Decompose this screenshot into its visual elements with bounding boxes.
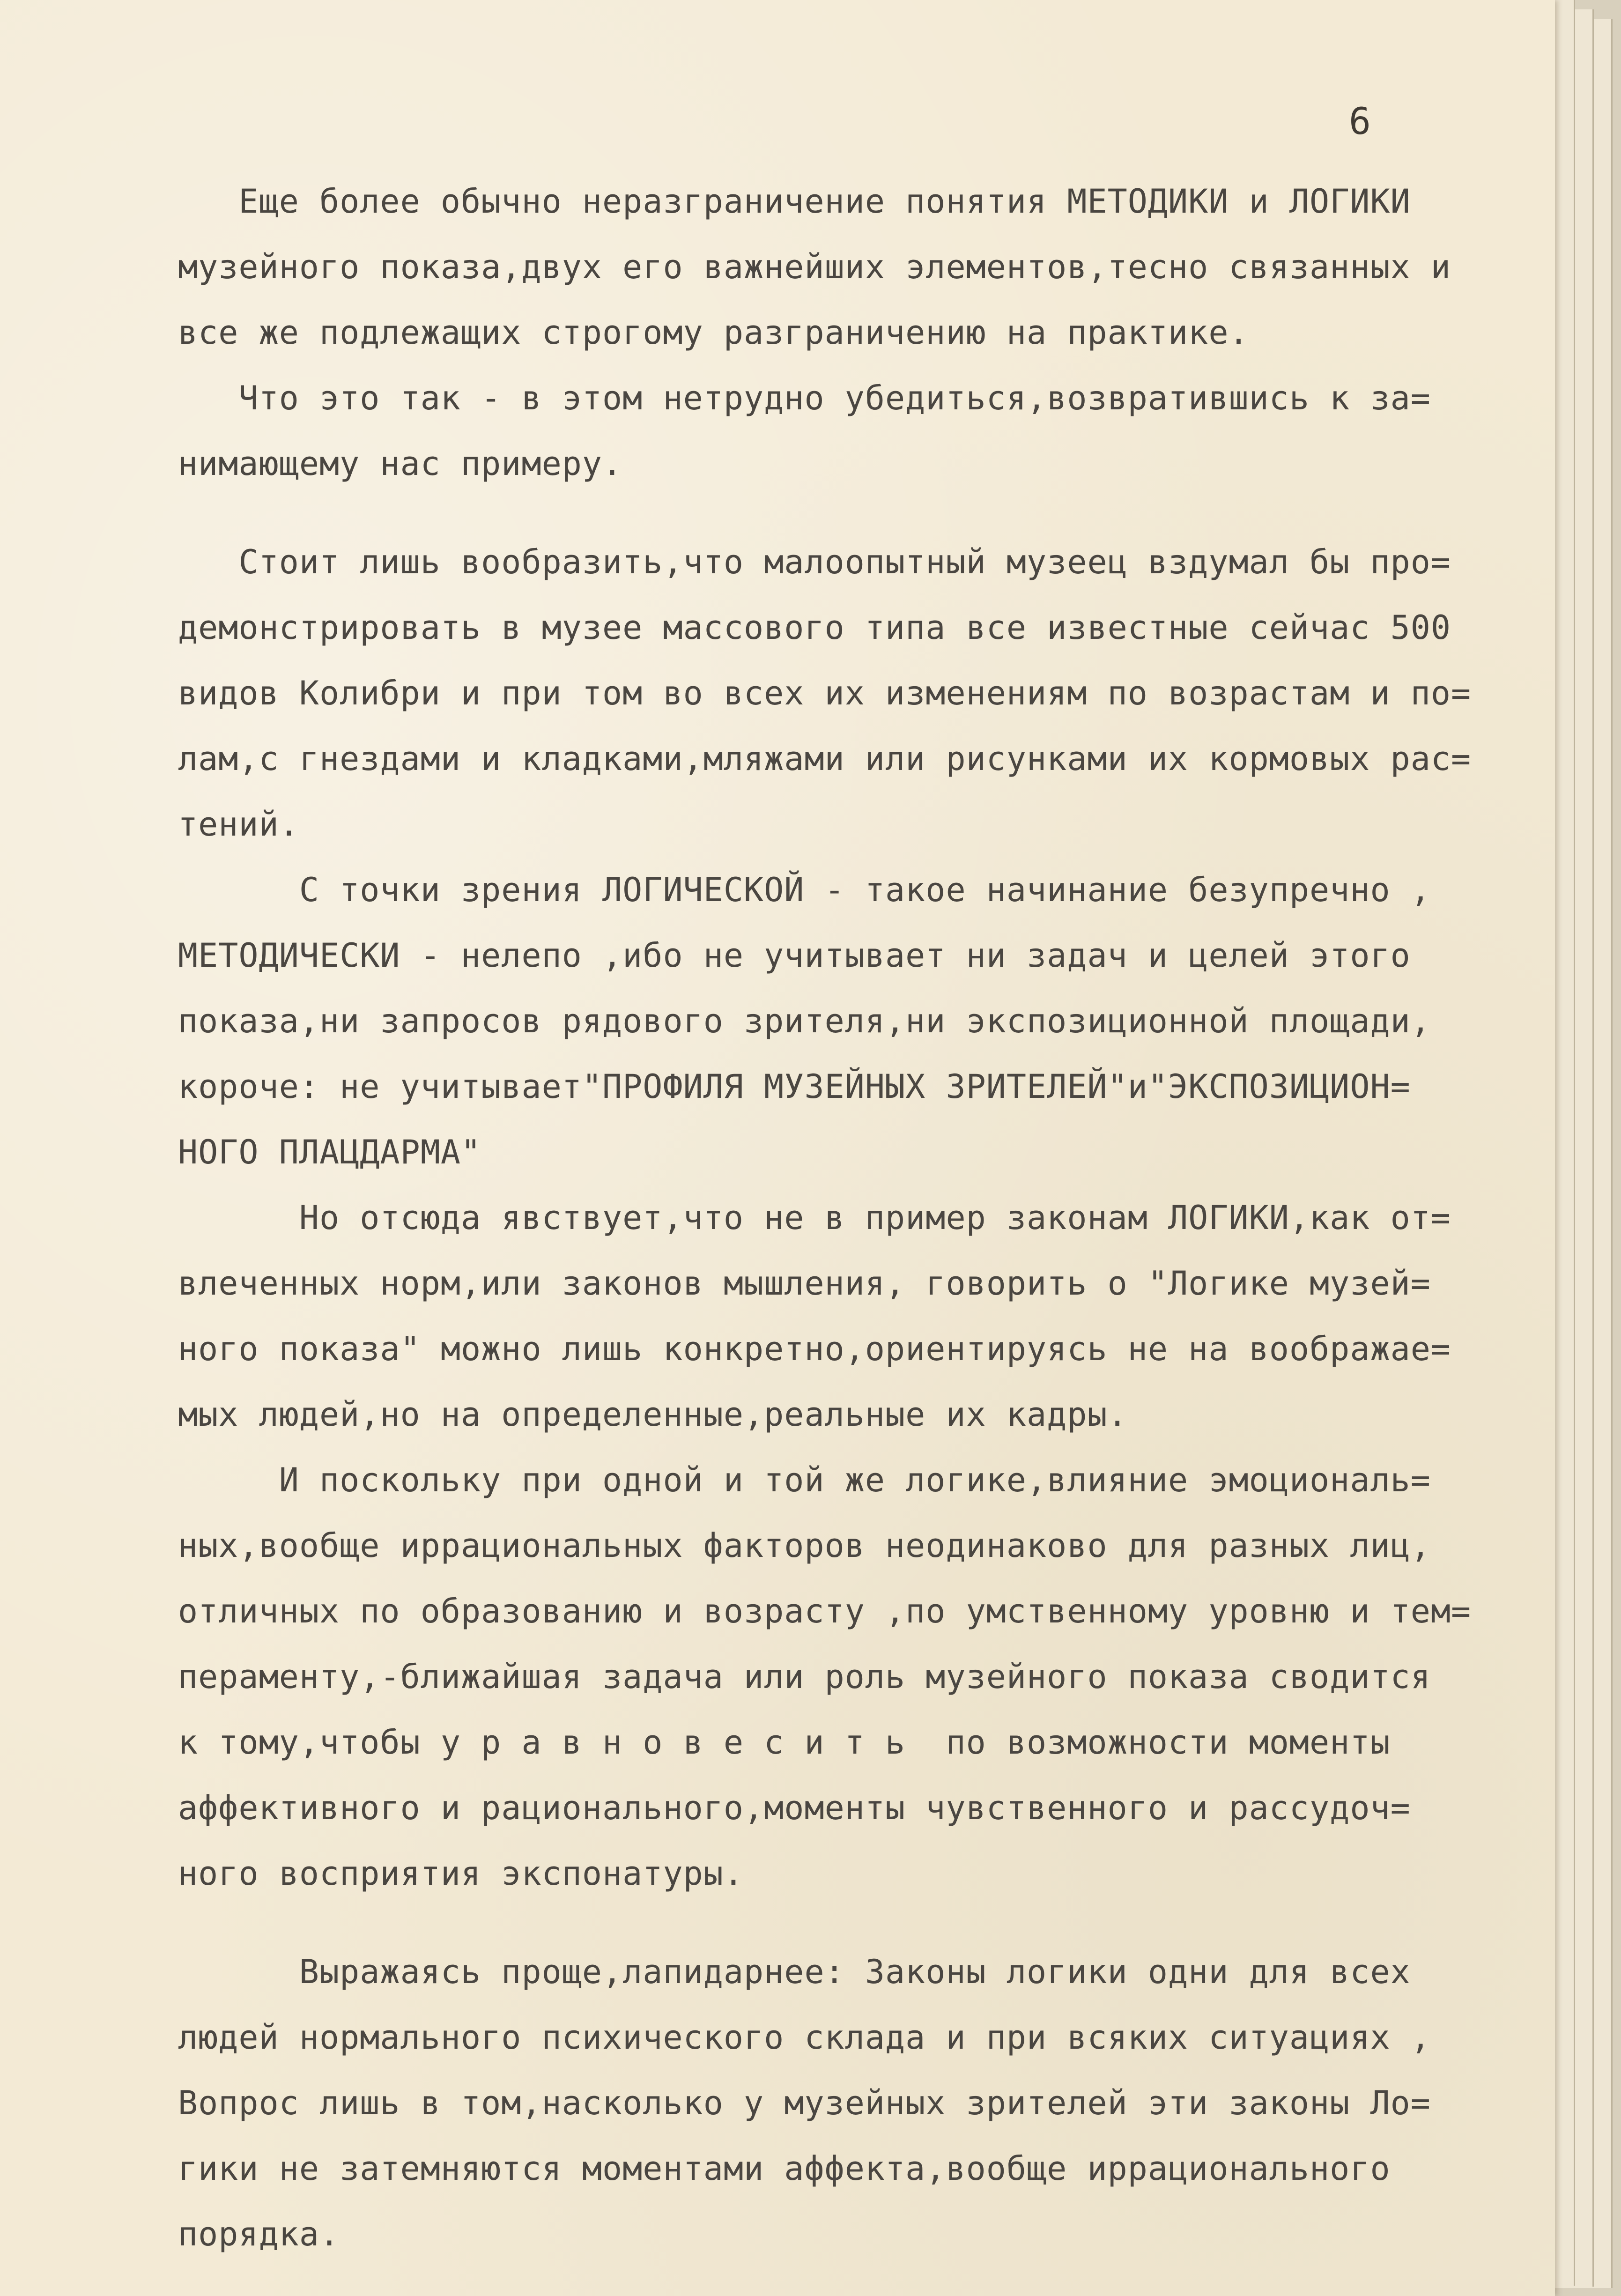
- text-line: все же подлежащих строгому разграничению на практике.: [178, 313, 1249, 352]
- text-line: МЕТОДИЧЕСКИ - нелепо ,ибо не учитывает ни задач и целей этого: [178, 936, 1411, 975]
- text-line: короче: не учитывает"ПРОФИЛЯ МУЗЕЙНЫХ ЗРИТЕЛЕЙ"и"ЭКСПОЗИЦИОН=: [178, 1067, 1411, 1106]
- text-line: Что это так - в этом нетрудно убедиться,возвратившись к за=: [178, 379, 1431, 417]
- paragraph-3: [178, 529, 1517, 857]
- text-line: НОГО ПЛАЦДАРМА": [178, 1133, 481, 1171]
- text-line: ного восприятия экспонатуры.: [178, 1854, 744, 1893]
- text-line: пераменту,-ближайшая задача или роль музейного показа сводится: [178, 1658, 1431, 1696]
- paragraph-gap: [178, 1906, 1517, 1939]
- paragraph-5: [178, 1185, 1517, 1447]
- text-line: Но отсюда явствует,что не в пример законам ЛОГИКИ,как от=: [178, 1199, 1451, 1237]
- text-line: мых людей,но на определенные,реальные их кадры.: [178, 1395, 1128, 1434]
- text-line: ного показа" можно лишь конкретно,ориентируясь не на воображае=: [178, 1330, 1451, 1368]
- text-line: Вопрос лишь в том,насколько у музейных зрителей эти законы Ло=: [178, 2084, 1431, 2122]
- text-line: отличных по образованию и возрасту ,по умственному уровню и тем=: [178, 1592, 1472, 1630]
- text-line: влеченных норм,или законов мышления, говорить о "Логике музей=: [178, 1264, 1431, 1303]
- text-line: к тому,чтобы у р а в н о в е с и т ь по возможности моменты: [178, 1723, 1391, 1762]
- text-line: людей нормального психического склада и при всяких ситуациях ,: [178, 2018, 1431, 2057]
- text-line: нимающему нас примеру.: [178, 444, 623, 483]
- text-line: музейного показа,двух его важнейших элементов,тесно связанных и: [178, 248, 1451, 286]
- text-line: Еще более обычно неразграничение понятия МЕТОДИКИ и ЛОГИКИ: [178, 182, 1411, 221]
- text-line: С точки зрения ЛОГИЧЕСКОЙ - такое начинание безупречно ,: [178, 871, 1431, 909]
- text-line: лам,с гнездами и кладками,мляжами или рисунками их кормовых рас=: [178, 740, 1472, 778]
- text-line: демонстрировать в музее массового типа все известные сейчас 500: [178, 608, 1451, 647]
- paragraph-gap: [178, 496, 1517, 529]
- text-line: аффективного и рационального,моменты чувственного и рассудоч=: [178, 1789, 1411, 1827]
- paragraph-2: [178, 365, 1517, 496]
- text-line: Выражаясь проще,лапидарнее: Законы логики одни для всех: [178, 1953, 1411, 1991]
- text-line: показа,ни запросов рядового зрителя,ни экспозиционной площади,: [178, 1002, 1431, 1040]
- text-line: Стоит лишь вообразить,что малоопытный музеец вздумал бы про=: [178, 543, 1451, 581]
- paragraph-6: [178, 1447, 1517, 1906]
- paragraph-1: [178, 169, 1517, 365]
- text-line: порядка.: [178, 2215, 340, 2253]
- text-line: тений.: [178, 805, 299, 844]
- paragraph-7: [178, 1939, 1517, 2267]
- text-line: ных,вообще иррациональных факторов неодинаково для разных лиц,: [178, 1526, 1431, 1565]
- paragraph-4: [178, 857, 1517, 1185]
- text-line: гики не затемняются моментами аффекта,вообще иррационального: [178, 2149, 1391, 2188]
- page-body: [178, 169, 1517, 2267]
- page-number: 6: [1349, 101, 1371, 143]
- text-line: видов Колибри и при том во всех их изменениям по возрастам и по=: [178, 674, 1472, 712]
- text-line: И поскольку при одной и той же логике,влияние эмоциональ=: [178, 1461, 1431, 1499]
